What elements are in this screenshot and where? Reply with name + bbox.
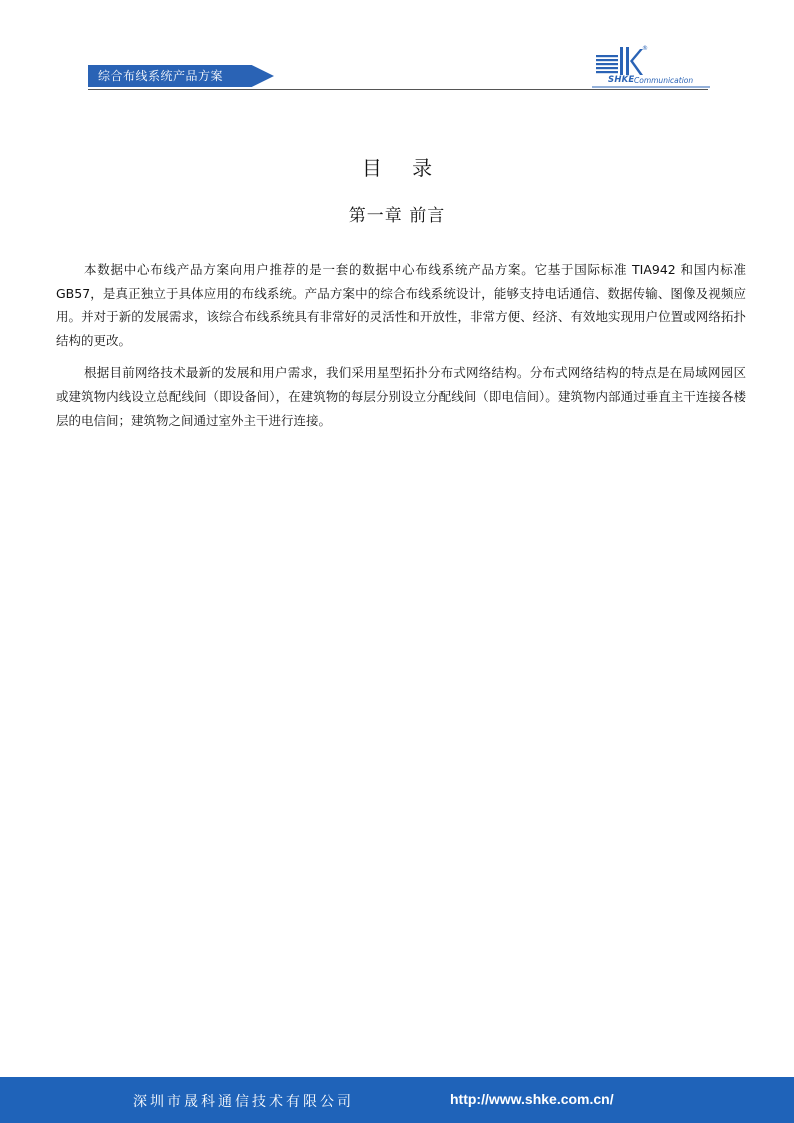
- logo-brand-text: SHKE: [608, 75, 635, 85]
- toc-title: 目 录: [361, 156, 445, 180]
- paragraph: 根据目前网络技术最新的发展和用户需求，我们采用星型拓扑分布式网络结构。分布式网络结构的特点是在局域网园区或建筑物内线设立总配线间（即设备间），在建筑物的每层分别设立分配线间（即电信间）。建筑物内部通过垂直主干连接各楼层的电信间；建筑物之间通过室外主干进行连接。: [56, 365, 746, 428]
- chapter-title: 第一章 前言: [348, 206, 446, 226]
- header-title: 综合布线系统产品方案: [98, 69, 224, 83]
- footer-company-name: 深圳市晟科通信技术有限公司: [133, 1094, 354, 1110]
- footer-bar: [0, 1077, 794, 1123]
- company-logo: [592, 45, 710, 89]
- header-divider: [88, 89, 708, 90]
- registered-mark: ®: [642, 45, 648, 52]
- logo-tagline: Communication: [634, 76, 694, 85]
- body-content: [56, 258, 746, 441]
- paragraph: 本数据中心布线产品方案向用户推荐的是一套的数据中心布线系统产品方案。它基于国际标准 TIA942 和国内标准 GB57，是真正独立于具体应用的布线系统。产品方案中的综合布线系统设计，能够支持电话通信、数据传输、图像及视频应用。并对于新的发展需求，该综合布线系统具有非常好的灵活性和开放性，非常方便、经济、有效地实现用户位置或网络拓扑结构的更改。: [56, 262, 746, 348]
- footer-website-link[interactable]: http://www.shke.com.cn/: [450, 1091, 614, 1107]
